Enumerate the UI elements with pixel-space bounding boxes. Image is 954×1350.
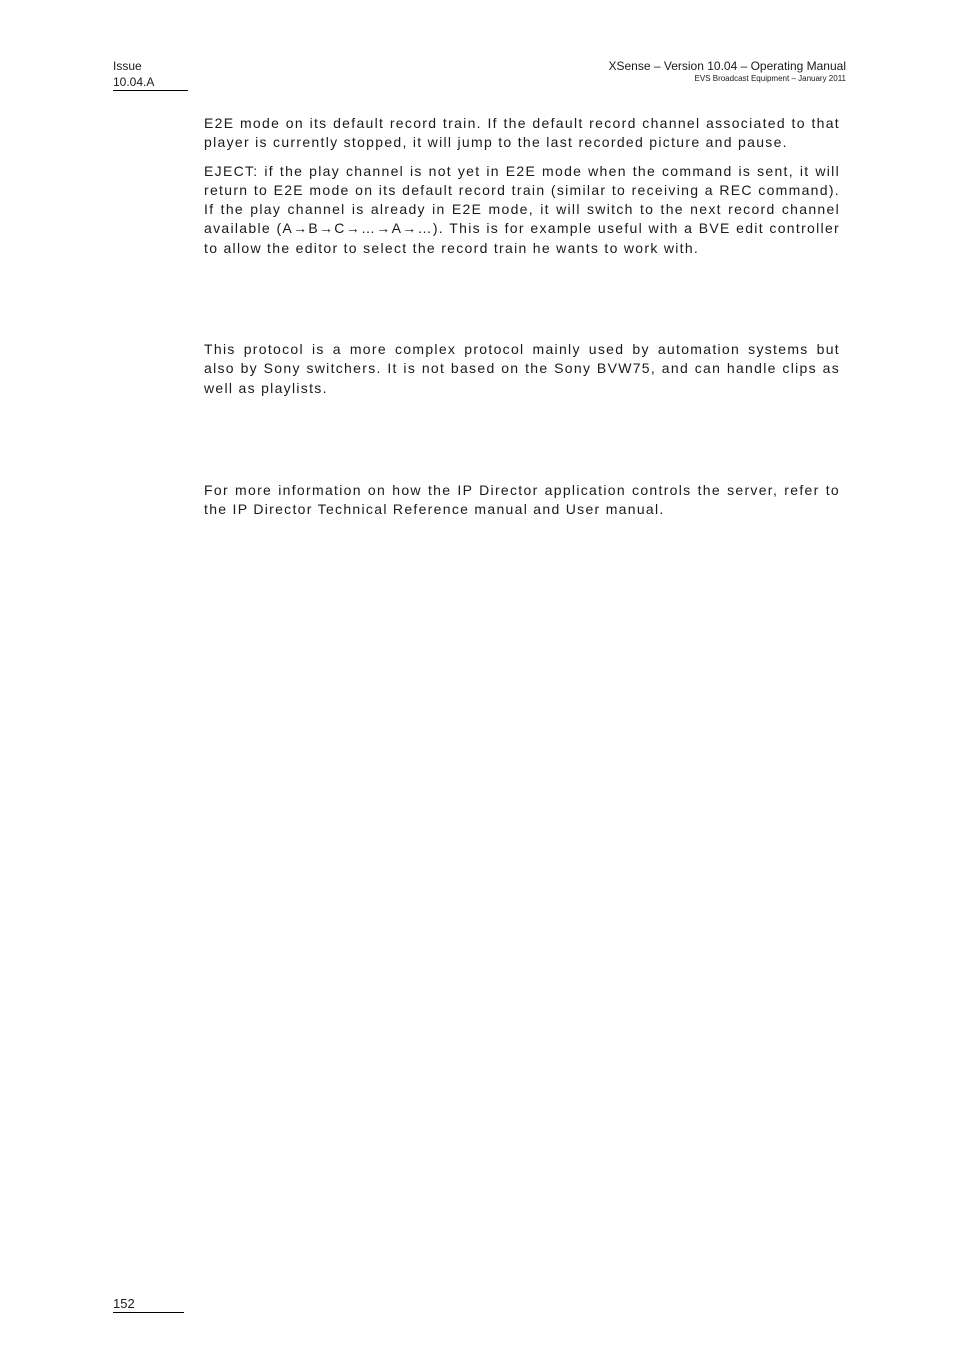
body-content [204,114,840,520]
paragraph-protocol: This protocol is a more complex protocol mainly used by automation systems but also by Sony switchers. It is not based on the Sony BVW75, and can handle clips as well as playlists. [204,341,840,396]
issue-label: Issue [113,59,142,73]
manual-title: XSense – Version 10.04 – Operating Manual [608,59,846,73]
page-header [609,58,847,84]
paragraph-eject: EJECT: if the play channel is not yet in E2E mode when the command is sent, it will return to E2E mode on its default record train (similar to receiving a REC command). If the play channel is already in E2E mode, it will switch to the next record channel available (A→B→C→…→A→…). This is for example useful with a BVE edit controller to allow the editor to select the record train he wants to work with. [204,162,840,256]
page-number: 152 [113,1296,184,1313]
issue-number: 10.04.A [113,75,155,89]
paragraph-e2e-mode: E2E mode on its default record train. If the default record channel associated to that player is currently stopped, it will jump to the last recorded picture and pause. [204,115,840,151]
paragraph-ip-director: For more information on how the IP Director application controls the server, refer to the IP Director Technical Reference manual and User manual. [204,481,840,518]
manual-subtitle: EVS Broadcast Equipment – January 2011 [694,74,846,83]
issue-block [113,58,188,91]
